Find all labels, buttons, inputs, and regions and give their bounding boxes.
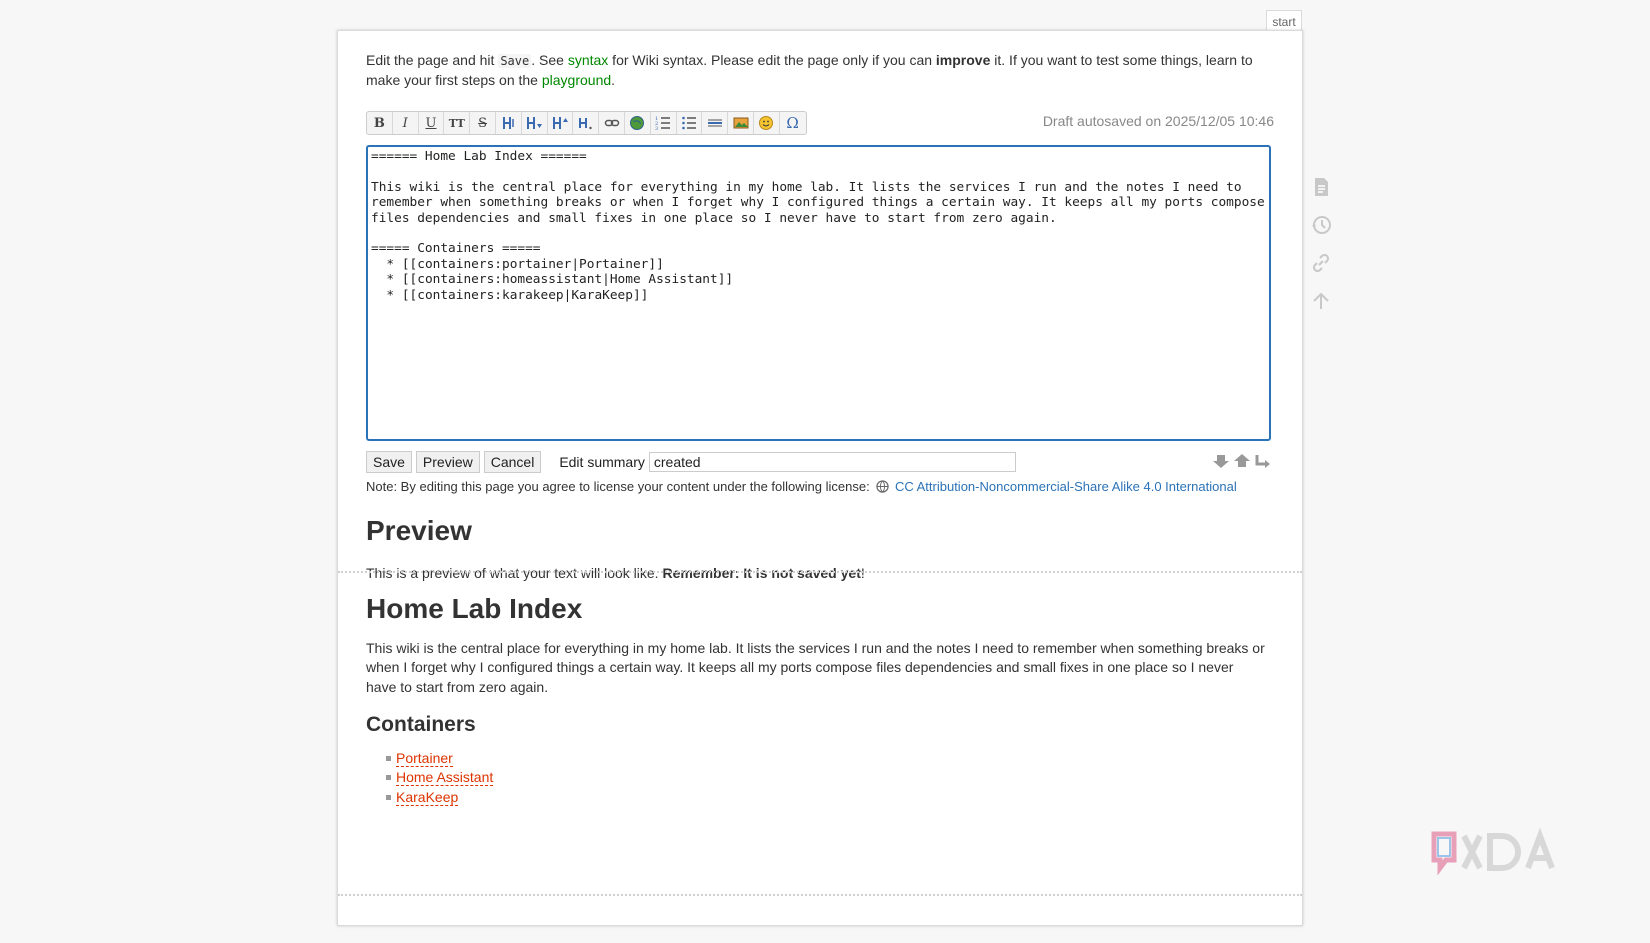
- edit-summary-input[interactable]: created: [649, 452, 1016, 472]
- svg-text:1: 1: [655, 116, 659, 122]
- editor-buttons: [366, 451, 1016, 473]
- horizontal-rule-icon[interactable]: [702, 112, 728, 134]
- arrow-up-icon[interactable]: [1233, 453, 1251, 469]
- wiki-text-editor[interactable]: ====== Home Lab Index ====== This wiki is the central place for everything in my home lab. It lists the services I run and the notes I need to remember when something breaks or when I forget why I configured things a certain way. It keeps all my ports compose files dependencies and small fixes in one place so I never have to start from zero again. ===== Containers ===== * [[containers:portainer|Portainer]] * [[containers:homeassistant|Home Assistant]] * [[containers:karakeep|KaraKeep]]: [366, 145, 1271, 441]
- license-note: [366, 479, 1237, 494]
- smiley-icon[interactable]: [754, 112, 780, 134]
- bold-icon[interactable]: B: [367, 112, 393, 134]
- intro-text: Edit the page and hit: [366, 52, 499, 68]
- editor-toolbar: [366, 111, 807, 135]
- playground-link[interactable]: playground: [541, 72, 612, 88]
- rendered-section-heading: Containers: [366, 713, 476, 736]
- globe-icon: [876, 480, 889, 493]
- rendered-title: Home Lab Index: [366, 593, 583, 624]
- cancel-button[interactable]: Cancel: [484, 451, 542, 473]
- heading-same-icon[interactable]: [496, 112, 522, 134]
- improve-text: improve: [935, 52, 991, 68]
- save-code: Save: [500, 54, 530, 68]
- karakeep-link[interactable]: KaraKeep: [396, 788, 459, 805]
- intro-text: .: [611, 72, 616, 88]
- syntax-link[interactable]: syntax: [567, 52, 609, 68]
- show-page-icon[interactable]: [1310, 176, 1332, 198]
- wrap-toggle-icon[interactable]: [1254, 453, 1270, 469]
- italic-icon[interactable]: I: [393, 112, 419, 134]
- external-link-icon[interactable]: [625, 112, 651, 134]
- preview-notice-bold: Remember: It is not saved yet: [662, 565, 861, 581]
- license-note-text: Note: By editing this page you agree to license your content under the following license:: [366, 479, 870, 494]
- heading-select-icon[interactable]: [573, 112, 599, 134]
- footer-divider: [338, 894, 1302, 896]
- internal-link-icon[interactable]: [599, 112, 625, 134]
- monospace-icon[interactable]: TT: [444, 112, 470, 134]
- preview-notice: [366, 565, 865, 581]
- preview-notice-text: This is a preview of what your text will look like.: [366, 565, 663, 581]
- special-chars-icon[interactable]: Ω: [786, 114, 799, 132]
- heading-higher-icon[interactable]: [548, 112, 574, 134]
- history-icon[interactable]: [1310, 214, 1332, 236]
- editor-resize-controls: [1212, 453, 1270, 469]
- preview-heading: Preview: [366, 515, 472, 546]
- page-id-tab: start: [1266, 10, 1302, 33]
- intro-text: for Wiki syntax. Please edit the page only if you can: [608, 52, 936, 68]
- save-button[interactable]: Save: [366, 451, 412, 473]
- edit-intro: [366, 51, 1266, 90]
- strikethrough-icon[interactable]: S: [470, 112, 496, 134]
- page-tools: [1310, 176, 1332, 312]
- intro-text: it. If you want to test some things, learn to make your first steps on the: [366, 52, 1253, 88]
- preview-notice-end: !: [860, 565, 865, 581]
- heading-lower-icon[interactable]: [522, 112, 548, 134]
- intro-text: . See: [531, 52, 568, 68]
- license-link[interactable]: CC Attribution-Noncommercial-Share Alike 4.0 International: [894, 479, 1237, 494]
- media-icon[interactable]: [728, 112, 754, 134]
- unordered-list-icon[interactable]: [677, 112, 703, 134]
- backlinks-icon[interactable]: [1310, 252, 1332, 274]
- arrow-down-icon[interactable]: [1212, 453, 1230, 469]
- rendered-body: This wiki is the central place for everything in my home lab. It lists the services I run and the notes I need to remember when something breaks or when I forget why I configured things a certain way. It keeps all my ports compose files dependencies and small fixes in one place so I never have to start from zero again.: [366, 640, 1265, 695]
- list-item: [366, 768, 493, 787]
- svg-text:3: 3: [655, 126, 659, 132]
- back-to-top-icon[interactable]: [1310, 290, 1332, 312]
- container-list: [366, 749, 493, 807]
- ordered-list-icon[interactable]: [651, 112, 677, 134]
- edit-summary-label: Edit summary: [559, 454, 645, 470]
- autosave-status: Draft autosaved on 2025/12/05 10:46: [1042, 113, 1274, 129]
- xda-logo: [1430, 828, 1590, 880]
- svg-text:2: 2: [655, 121, 659, 127]
- section-divider: [338, 571, 1302, 573]
- underline-icon[interactable]: U: [419, 112, 445, 134]
- portainer-link[interactable]: Portainer: [396, 750, 453, 766]
- list-item: [366, 788, 493, 807]
- home-assistant-link[interactable]: Home Assistant: [396, 769, 494, 786]
- preview-button[interactable]: Preview: [416, 451, 480, 473]
- page-content: [337, 30, 1303, 926]
- list-item: [366, 749, 493, 768]
